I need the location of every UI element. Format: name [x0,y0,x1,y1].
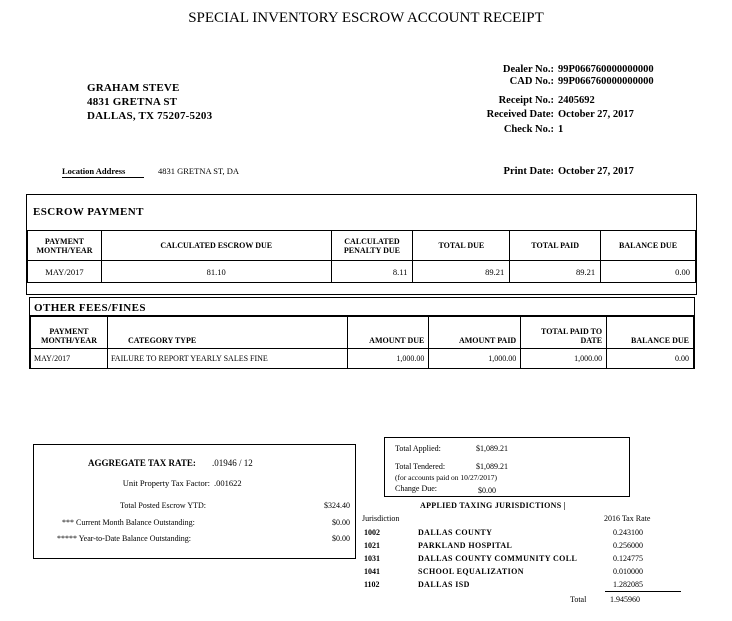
jurisdiction-name: PARKLAND HOSPITAL [418,541,513,550]
col-balance-due: BALANCE DUE [607,317,694,349]
other-fees-section [29,297,695,369]
owner-name: GRAHAM STEVE [87,82,180,94]
change-due: $0.00 [478,486,496,495]
check-label: Check No.: [503,124,554,135]
aggregate-rate: .01946 / 12 [212,458,253,468]
col-total-paid-to-date: TOTAL PAID TO DATE [521,317,607,349]
owner-street: 4831 GRETNA ST [87,96,178,108]
print-date-label: Print Date: [503,166,554,177]
col-penalty-due: CALCULATED PENALTY DUE [331,231,413,261]
jurisdiction-rate: 0.243100 [613,528,643,537]
cell-category: FAILURE TO REPORT YEARLY SALES FINE [107,349,348,369]
tax-factor-label: Unit Property Tax Factor: [122,478,210,488]
col-total-paid: TOTAL PAID [510,231,601,261]
jurisdiction-name: DALLAS ISD [418,580,470,589]
col-total-due: TOTAL DUE [413,231,510,261]
payment-note: (for accounts paid on 10/27/2017) [395,473,498,482]
ytd-balance-label: ***** Year-to-Date Balance Outstanding: [57,534,192,543]
jurisdiction-col-header: Jurisdiction [362,514,400,523]
receipt-label: Receipt No.: [498,95,554,106]
table-row [31,349,694,369]
cad-label: CAD No.: [509,76,554,87]
jurisdiction-rate: 0.124775 [613,554,643,563]
cell-balance-due: 0.00 [607,349,694,369]
escrow-header-row [28,231,696,261]
dealer-label: Dealer No.: [502,64,554,75]
current-balance-label: *** Current Month Balance Outstanding: [62,518,195,527]
cell-balance-due: 0.00 [601,261,696,283]
escrow-payment-section [26,194,697,295]
received-date-label: Received Date: [486,109,554,120]
jurisdiction-code: 1102 [364,580,380,589]
escrow-table [27,230,696,283]
cell-month: MAY/2017 [28,261,102,283]
jurisdiction-name: DALLAS COUNTY COMMUNITY COLL [418,554,578,563]
print-date: October 27, 2017 [558,166,634,177]
ytd-label: Total Posted Escrow YTD: [120,501,207,510]
jurisdiction-rate: 0.010000 [613,567,643,576]
total-applied-label: Total Applied: [395,444,441,453]
cell-amount-due: 1,000.00 [348,349,429,369]
cell-escrow-due: 81.10 [101,261,331,283]
fees-header: OTHER FEES/FINES [34,302,146,314]
cell-total-paid: 89.21 [510,261,601,283]
total-tendered-label: Total Tendered: [395,462,446,471]
location-address: 4831 GRETNA ST, DA [158,166,240,176]
jurisdictions-title: APPLIED TAXING JURISDICTIONS | [420,501,566,510]
total-label: Total [570,595,587,604]
total-rule [605,591,681,592]
current-balance-value: $0.00 [332,518,350,527]
cell-month: MAY/2017 [31,349,108,369]
dealer-number: 99P066760000000000 [558,64,654,75]
jurisdiction-name: DALLAS COUNTY [418,528,493,537]
escrow-header: ESCROW PAYMENT [33,206,144,218]
col-balance-due: BALANCE DUE [601,231,696,261]
cell-total-paid-to-date: 1,000.00 [521,349,607,369]
check-number: 1 [558,124,564,135]
received-date: October 27, 2017 [558,109,634,120]
change-due-label: Change Due: [395,484,437,493]
col-amount-paid: AMOUNT PAID [429,317,521,349]
location-underline [62,177,144,178]
total-rate: 1.945960 [610,595,640,604]
jurisdiction-code: 1041 [364,567,380,576]
fees-table [30,316,694,369]
owner-city: DALLAS, TX 75207-5203 [87,110,213,122]
receipt-number: 2405692 [558,95,595,106]
jurisdiction-code: 1002 [364,528,380,537]
fees-header-row [31,317,694,349]
tax-rate-col-header: 2016 Tax Rate [604,514,651,523]
total-tendered: $1,089.21 [476,462,508,471]
jurisdiction-code: 1021 [364,541,380,550]
ytd-balance-value: $0.00 [332,534,350,543]
total-applied: $1,089.21 [476,444,508,453]
col-payment-month: PAYMENT MONTH/YEAR [28,231,102,261]
jurisdiction-rate: 1.282085 [613,580,643,589]
cad-number: 99P066760000000000 [558,76,654,87]
payment-summary-box [384,437,630,497]
receipt-title: SPECIAL INVENTORY ESCROW ACCOUNT RECEIPT [188,10,544,26]
table-row [28,261,696,283]
jurisdiction-name: SCHOOL EQUALIZATION [418,567,524,576]
cell-amount-paid: 1,000.00 [429,349,521,369]
jurisdiction-rate: 0.256000 [613,541,643,550]
tax-factor: .001622 [214,478,242,488]
col-category-type: CATEGORY TYPE [107,317,348,349]
aggregate-rate-label: AGGREGATE TAX RATE: [88,458,196,468]
ytd-value: $324.40 [324,501,350,510]
col-escrow-due: CALCULATED ESCROW DUE [101,231,331,261]
jurisdiction-code: 1031 [364,554,380,563]
col-amount-due: AMOUNT DUE [348,317,429,349]
col-payment-month: PAYMENT MONTH/YEAR [31,317,108,349]
cell-total-due: 89.21 [413,261,510,283]
cell-penalty-due: 8.11 [331,261,413,283]
location-label: Location Address [62,166,126,176]
